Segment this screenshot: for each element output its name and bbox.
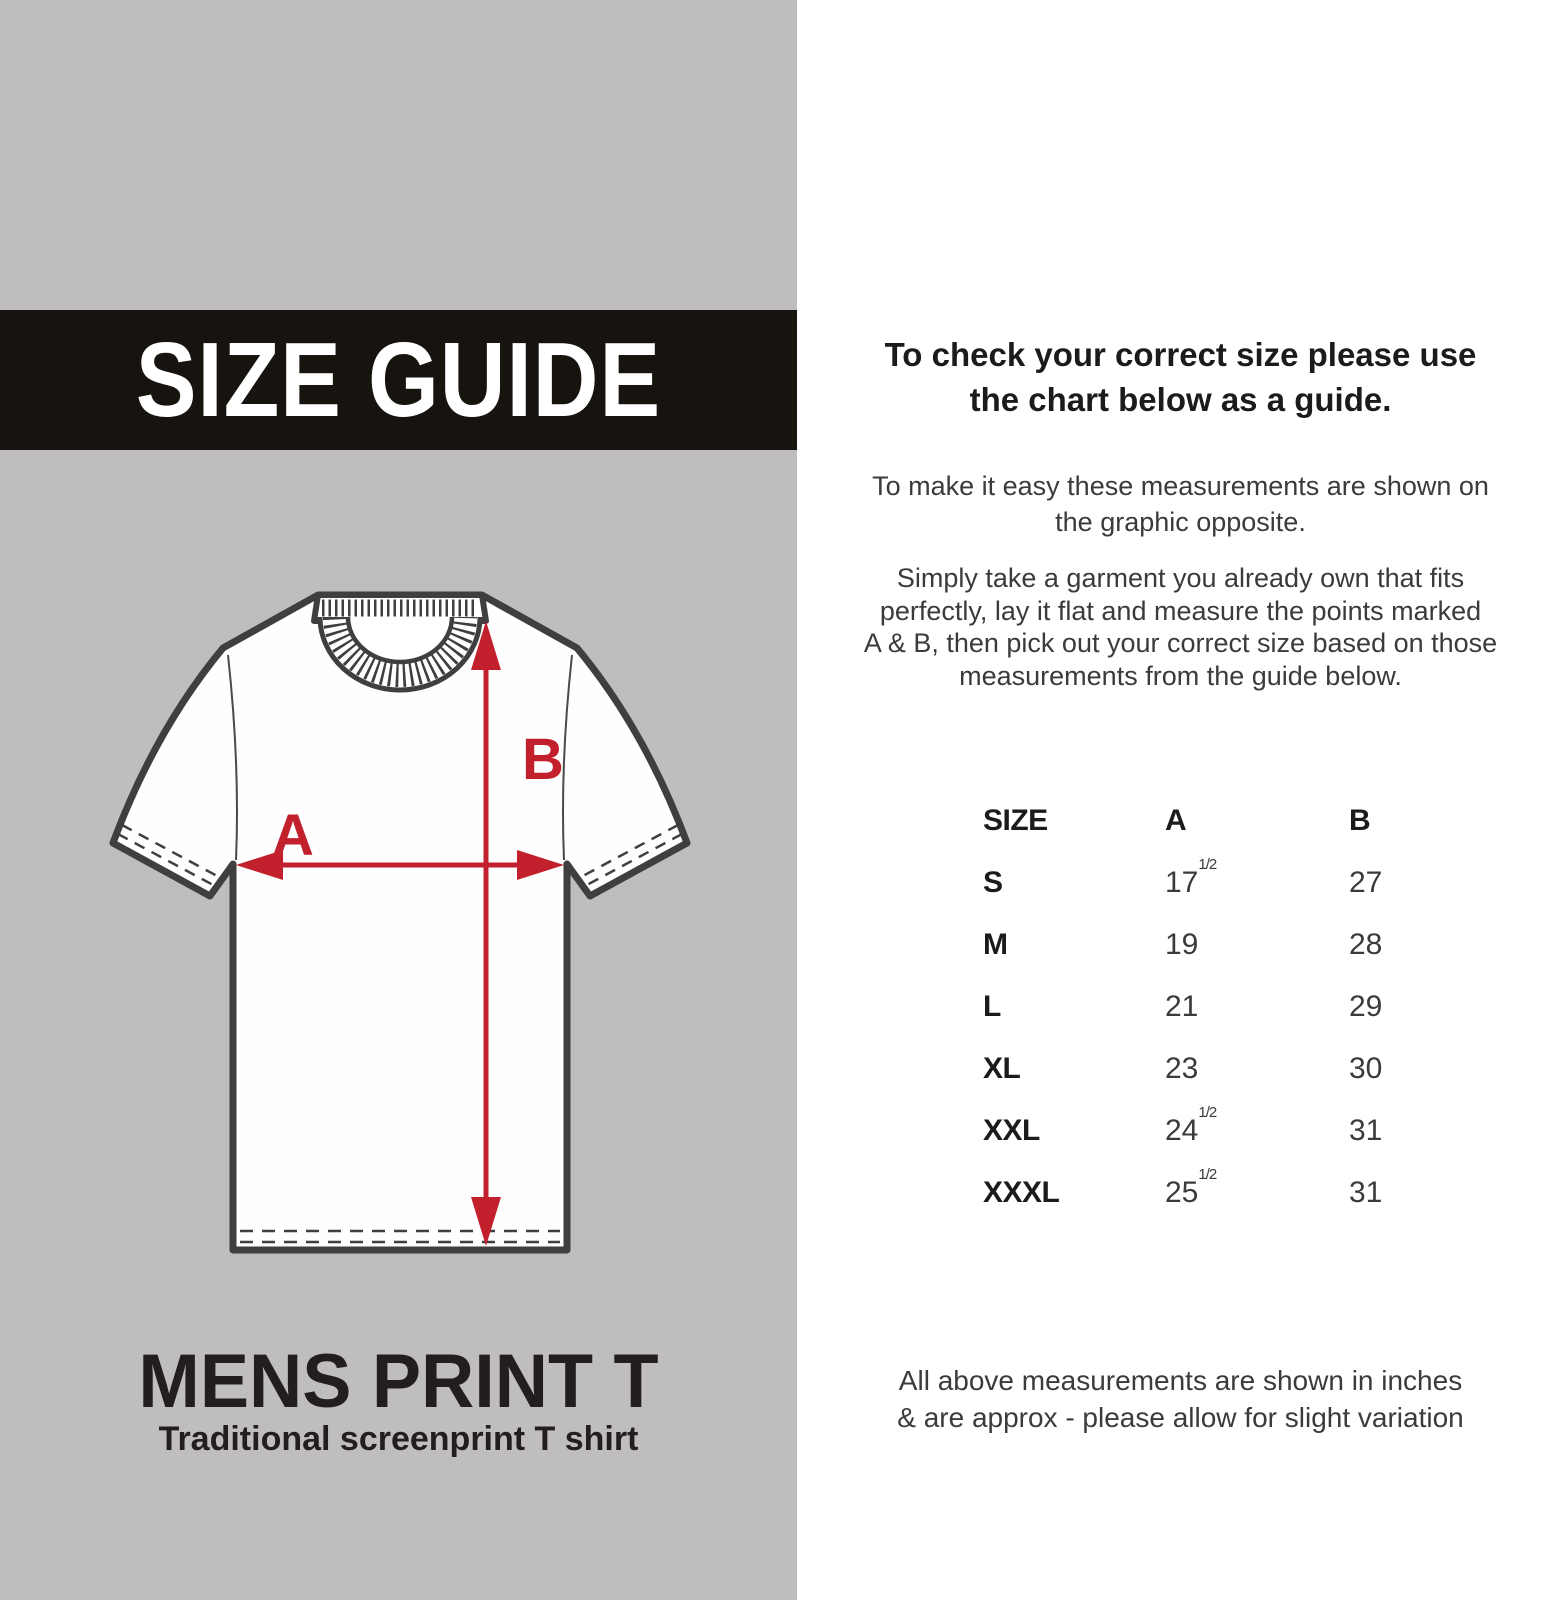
cell-b: 30: [1349, 1052, 1383, 1085]
banner-title: SIZE GUIDE: [135, 320, 662, 439]
cell-size: XL: [983, 1052, 1021, 1085]
cell-b: 31: [1349, 1114, 1383, 1147]
instructions-heading: [797, 332, 1564, 422]
product-subtitle: Traditional screenprint T shirt: [158, 1420, 639, 1458]
cell-b: 28: [1349, 928, 1383, 961]
cell-b: 29: [1349, 990, 1383, 1023]
footnote-line: & are approx - please allow for slight variation: [897, 1402, 1464, 1433]
instructions-paragraph-2: [797, 562, 1564, 692]
cell-a: $24^{1/2}$: [1165, 1104, 1217, 1147]
cell-a: 19: [1165, 928, 1199, 961]
measure-b-label: B: [522, 727, 564, 792]
cell-a: $25^{1/2}$: [1165, 1166, 1217, 1209]
cell-size: M: [983, 928, 1008, 961]
paragraph-line: To make it easy these measurements are shown on: [872, 471, 1489, 501]
table-row: [983, 1166, 1443, 1238]
measure-a-label: A: [272, 803, 314, 868]
table-row: [983, 928, 1443, 990]
product-title: MENS PRINT T: [138, 1339, 659, 1424]
size-guide-banner: [0, 310, 797, 450]
paragraph-line: A & B, then pick out your correct size based on those: [863, 628, 1498, 658]
heading-line: To check your correct size please use: [884, 336, 1477, 373]
paragraph-line: the graphic opposite.: [1055, 507, 1306, 537]
cell-a: 23: [1165, 1052, 1199, 1085]
right-panel: [797, 0, 1564, 1600]
cell-size: S: [983, 866, 1003, 899]
cell-a: $17^{1/2}$: [1165, 856, 1217, 899]
paragraph-line: Simply take a garment you already own that fits: [896, 563, 1465, 593]
fraction: 1/2: [1198, 1104, 1217, 1121]
cell-size: L: [983, 990, 1001, 1023]
tshirt-outline: [113, 595, 687, 1250]
header-a: A: [1165, 804, 1187, 837]
tshirt-diagram: [60, 555, 740, 1275]
measurements-footnote: [797, 1362, 1564, 1436]
paragraph-line: perfectly, lay it flat and measure the points marked: [879, 595, 1482, 626]
footnote-line: All above measurements are shown in inches: [898, 1365, 1463, 1396]
cell-size: XXXL: [983, 1176, 1060, 1209]
size-table: [983, 804, 1443, 1238]
cell-size: XXL: [983, 1114, 1040, 1147]
header-b: B: [1349, 804, 1371, 837]
table-row: [983, 990, 1443, 1052]
table-row: [983, 856, 1443, 928]
instructions-paragraph-1: [797, 468, 1564, 540]
cell-b: 31: [1349, 1176, 1383, 1209]
cell-b: 27: [1349, 866, 1383, 899]
header-size: SIZE: [983, 804, 1048, 837]
fraction: 1/2: [1198, 856, 1217, 873]
fraction: 1/2: [1198, 1166, 1217, 1183]
heading-line: the chart below as a guide.: [969, 381, 1392, 418]
paragraph-line: measurements from the guide below.: [959, 660, 1402, 691]
cell-a: 21: [1165, 990, 1199, 1023]
